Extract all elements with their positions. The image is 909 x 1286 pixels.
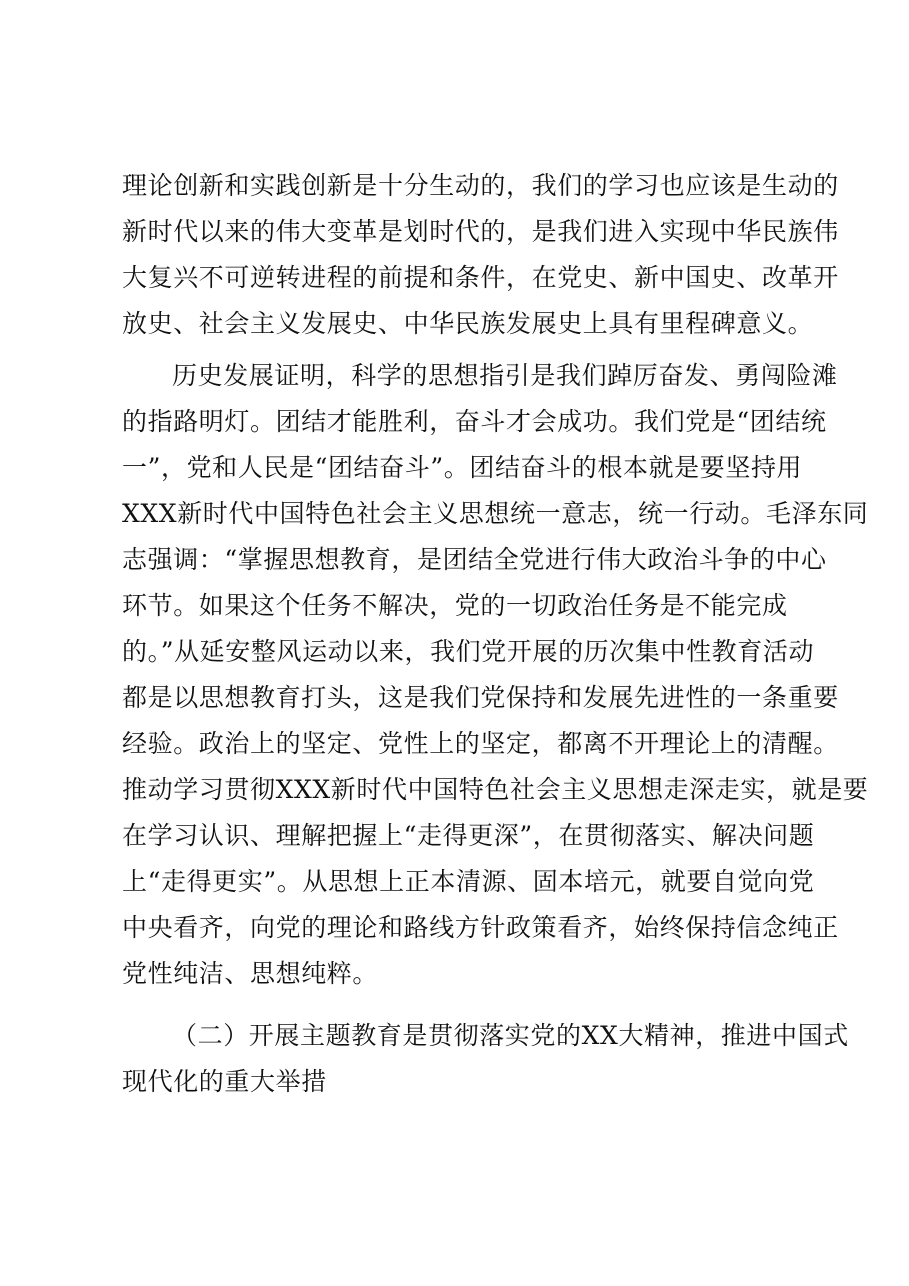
text-line: 的。”从延安整风运动以来，我们党开展的历次集中性教育活动 [122,637,815,666]
text-line: 推动学习贯彻XXX新时代中国特色社会主义思想走深走实，就是要 [122,775,869,804]
text-line: 中央看齐，向党的理论和路线方针政策看齐，始终保持信念纯正 [122,913,839,942]
text-line: 环节。如果这个任务不解决，党的一切政治任务是不能完成 [122,591,788,620]
text-line: 一”，党和人民是“团结奋斗”。团结奋斗的根本就是要坚持用 [122,453,803,482]
text-line: XXX新时代中国特色社会主义思想统一意志，统一行动。毛泽东同 [122,499,869,528]
text-line: 的指路明灯。团结才能胜利，奋斗才会成功。我们党是“团结统 [122,407,827,436]
text-line: 志强调：“掌握思想教育，是团结全党进行伟大政治斗争的中心 [122,545,827,574]
section-heading-line: （二）开展主题教育是贯彻落实党的XX大精神，推进中国式 [172,1021,849,1050]
text-line: 理论创新和实践创新是十分生动的，我们的学习也应该是生动的 [122,171,839,200]
text-line: 上“走得更实”。从思想上正本清源、固本培元，就要自觉向党 [122,867,815,896]
section-heading-line: 现代化的重大举措 [122,1067,327,1096]
text-line: 在学习认识、理解把握上“走得更深”，在贯彻落实、解决问题 [122,821,815,850]
text-line: 大复兴不可逆转进程的前提和条件，在党史、新中国史、改革开 [122,263,839,292]
text-line: 放史、社会主义发展史、中华民族发展史上具有里程碑意义。 [122,309,814,338]
text-line: 都是以思想教育打头，这是我们党保持和发展先进性的一条重要 [122,683,839,712]
text-line: 经验。政治上的坚定、党性上的坚定，都离不开理论上的清醒。 [122,729,839,758]
text-line: 党性纯洁、思想纯粹。 [122,959,379,988]
paragraph-start-line: 历史发展证明，科学的思想指引是我们踔厉奋发、勇闯险滩 [172,361,838,390]
text-line: 新时代以来的伟大变革是划时代的，是我们进入实现中华民族伟 [122,217,839,246]
